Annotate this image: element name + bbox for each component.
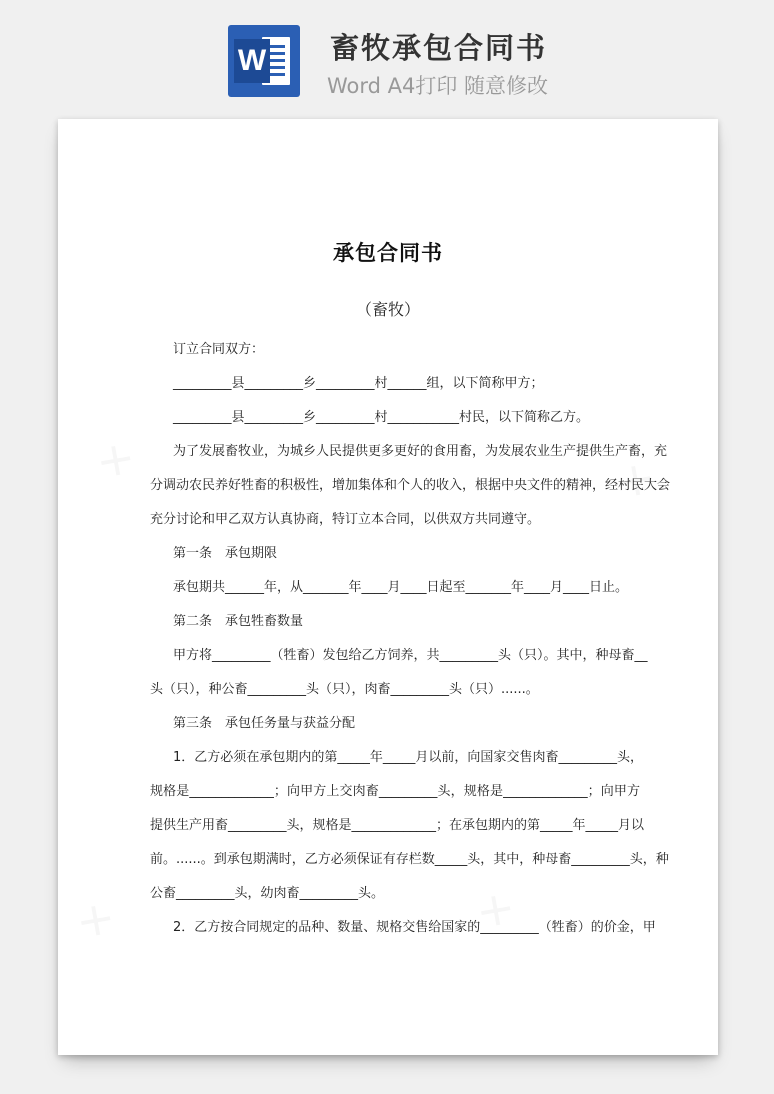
text-line: _________县_________乡_________村______组，以下简称甲方； [173,376,544,391]
word-logo-letter: W [234,39,270,83]
text-line: 1．乙方必须在承包期内的第_____年_____月以前，向国家交售肉畜_________头， [173,750,643,765]
text-line: _________县_________乡_________村___________村民，以下简称乙方。 [173,410,590,425]
text-line: 规格是_____________；向甲方上交肉畜_________头，规格是_____________；向甲方 [150,784,640,799]
text-line: 充分讨论和甲乙双方认真协商，特订立本合同，以供双方共同遵守。 [150,512,541,527]
text-line: 承包期共______年，从_______年____月____日起至_______年____月____日止。 [173,580,629,595]
text-line: 2．乙方按合同规定的品种、数量、规格交售给国家的_________（牲畜）的价金，甲 [173,920,656,935]
section-heading: 第二条 承包牲畜数量 [173,614,304,629]
text-line: 前。......。到承包期满时，乙方必须保证有存栏数_____头，其中，种母畜_________头，种 [150,852,669,867]
section-heading: 第一条 承包期限 [173,546,278,561]
document-page [58,119,718,1055]
section-heading: 第三条 承包任务量与获益分配 [173,716,356,731]
page-header [0,0,774,118]
header-title: 畜牧承包合同书 [330,31,548,65]
text-line: 头（只），种公畜_________头（只），肉畜_________头（只）......。 [150,682,539,697]
text-line: 订立合同双方： [173,342,265,357]
text-line: 提供生产用畜_________头，规格是_____________；在承包期内的第_____年_____月以 [150,818,645,833]
header-subtitle: Word A4打印 随意修改 [327,74,549,98]
document-subtitle: （畜牧） [355,300,420,319]
document-title: 承包合同书 [333,241,443,265]
text-line: 公畜_________头，幼肉畜_________头。 [150,886,385,901]
word-document-icon [228,25,300,97]
text-line: 分调动农民养好牲畜的积极性，增加集体和个人的收入，根据中央文件的精神，经村民大会 [150,478,671,493]
text-line: 为了发展畜牧业，为城乡人民提供更多更好的食用畜，为发展农业生产提供生产畜，充 [173,444,668,459]
text-line: 甲方将_________（牲畜）发包给乙方饲养，共_________头（只）。其中，种母畜__ [173,648,648,663]
